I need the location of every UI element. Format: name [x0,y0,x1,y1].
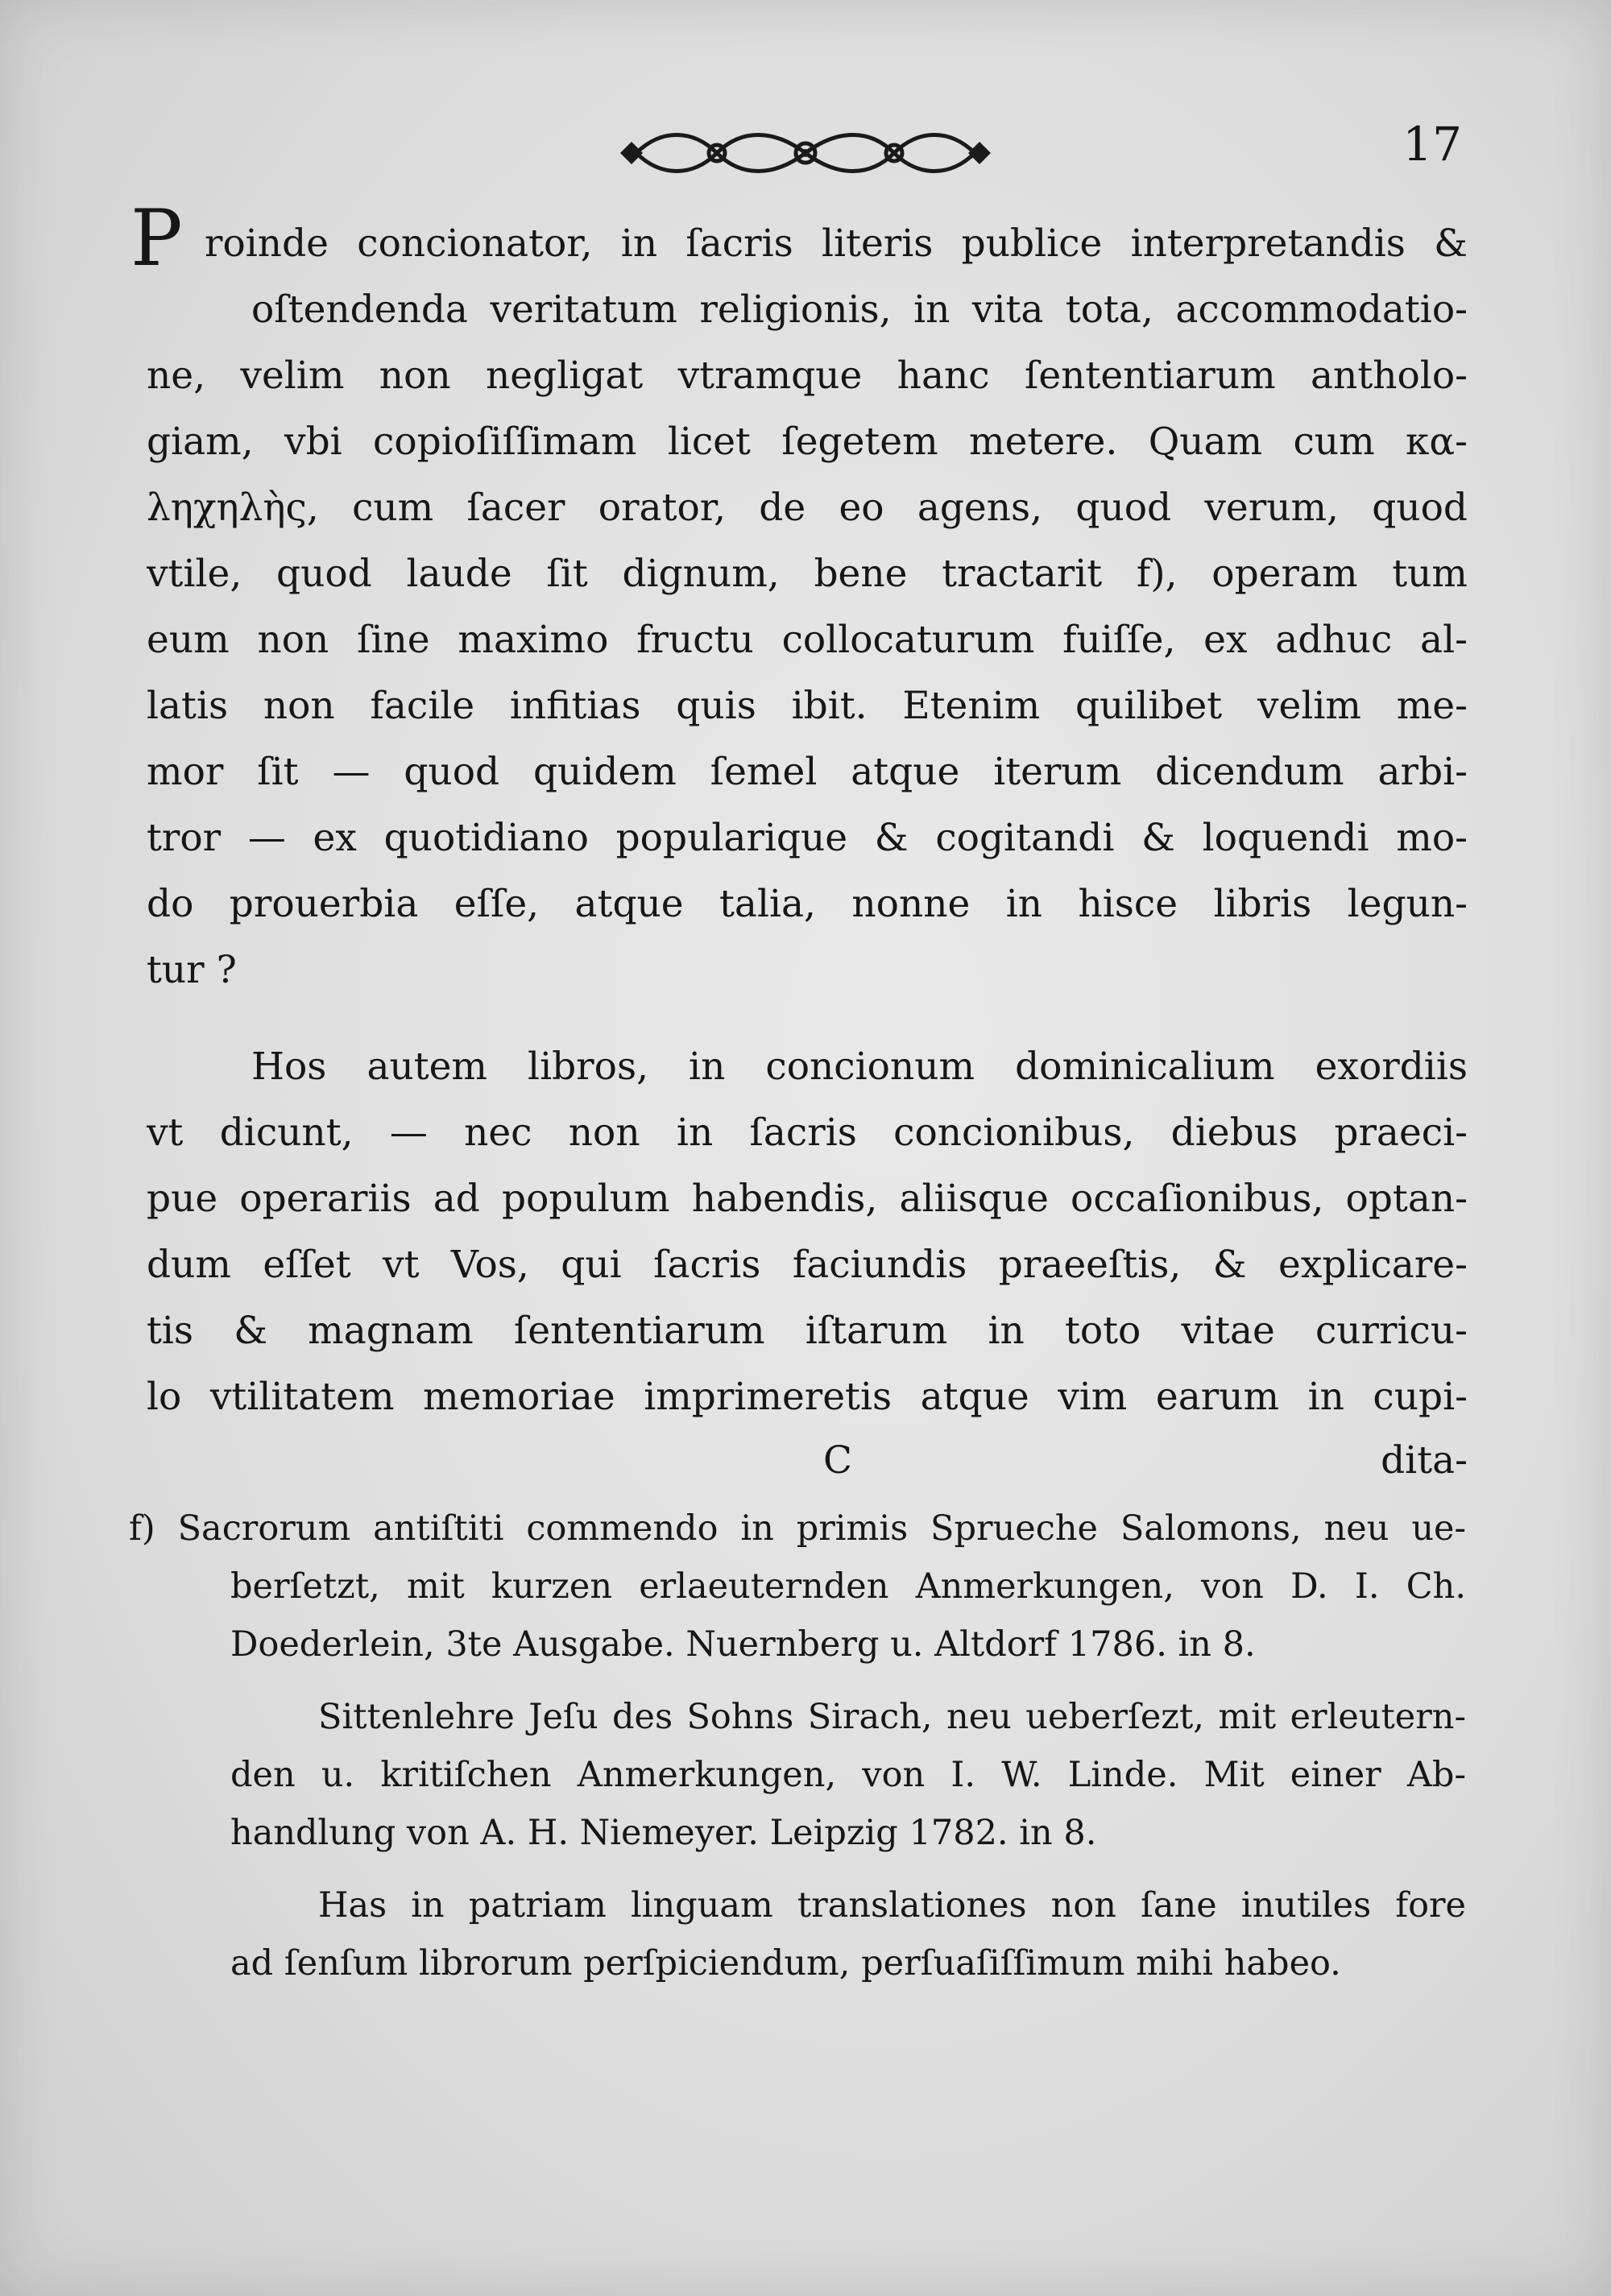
footnote-line: Sittenlehre Jeſu des Sohns Sirach, neu ueberſezt, mit erleutern- [318,1697,1466,1737]
text-line: do prouerbia eſſe, atque talia, nonne in hisce libris legun- [147,882,1468,926]
text-line: vtile, quod laude ſit dignum, bene tractarit f), operam tum [147,552,1468,596]
decorative-header-ornament [612,121,999,185]
text-line: eum non ſine maximo fructu collocaturum fuiſſe, ex adhuc al- [147,618,1468,662]
drop-cap: P [130,193,183,283]
text-line: ληχηλὴς, cum ſacer orator, de eo agens, quod verum, quod [147,486,1468,530]
text-line: vt dicunt, — nec non in ſacris concionibus, diebus praeci- [147,1111,1468,1155]
signature-mark: C [823,1438,852,1483]
paragraph-1 [130,193,1468,1003]
footnote-line: berſetzt, mit kurzen erlaeuternden Anmerkungen, von D. I. Ch. [230,1566,1466,1607]
footnote-line: f) Sacrorum antiſtiti commendo in primis Spruеche Salomons, neu ue- [129,1508,1466,1549]
footnote-line: den u. kritiſchen Anmerkungen, von I. W. Linde. Mit einer Ab- [230,1755,1466,1795]
text-line: Hos autem libros, in concionum dominicalium exordiis [251,1045,1468,1089]
catchword: dita- [1381,1438,1468,1483]
text-line: tur ? [147,948,237,992]
footnote-line: ad ſenſum librorum perſpiciendum, perſuaſiſſimum mihi habeo. [230,1943,1341,1984]
signature-row [147,1429,1468,1493]
footnote-1 [129,1500,1466,1673]
text-line: mor ſit — quod quidem ſemel atque iterum dicendum arbi- [147,750,1468,794]
main-text [130,193,1468,1430]
footnotes [129,1500,1466,1992]
text-line: tis & magnam ſententiarum iſtarum in toto vitae curricu- [147,1309,1468,1353]
text-line: oſtendenda veritatum religionis, in vita tota, accommodatio- [251,288,1468,332]
text-line: tror — ex quotidiano populariquе & cogitandi & loquendi mo- [147,816,1468,860]
footnote-2 [129,1688,1466,1862]
footnote-line: Has in patriam linguam translationes non ſane inutiles fore [318,1885,1466,1926]
text-line: roinde concionator, in ſacris literis publice interpretandis & [205,221,1468,266]
text-line: ne, velim non negligat vtramque hanc ſententiarum antholo- [147,354,1468,398]
footnote-line: Doederlein, 3te Ausgabe. Nuernberg u. Altdorf 1786. in 8. [230,1624,1256,1665]
paragraph-2 [147,1034,1468,1430]
text-line: dum eſſet vt Vos, qui ſacris faciundis praeeſtis, & explicare- [147,1243,1468,1287]
text-line: latis non facile infitias quis ibit. Etenim quilibet velim me- [147,684,1468,728]
text-line: giam, vbi copioſiſſimam licet ſegetem metere. Quam cum κα- [147,420,1468,464]
page-number: 17 [1402,117,1462,172]
text-line: lo vtilitatem memoriae imprimeretis atque vim earum in cupi- [147,1375,1468,1419]
text-line: pue operariis ad populum habendis, aliisque occaſionibus, optan- [147,1177,1468,1221]
footnote-3 [129,1876,1466,1992]
footnote-line: handlung von A. H. Niemeyer. Leipzig 1782. in 8. [230,1813,1097,1853]
